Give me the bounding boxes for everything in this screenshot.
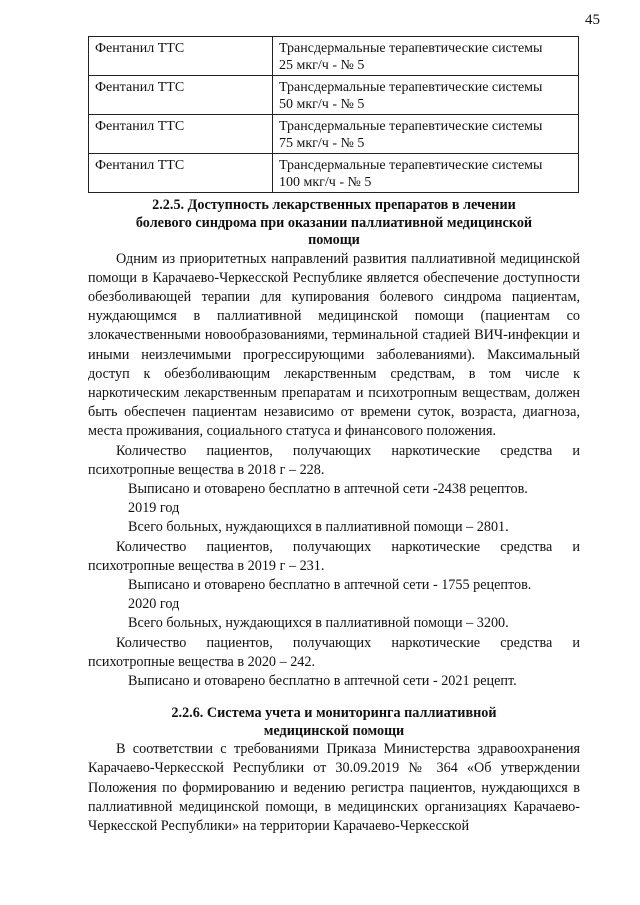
heading-line: медицинской помощи: [263, 722, 405, 739]
table-row: [89, 37, 579, 76]
year-2020-label: 2020 год: [128, 596, 180, 613]
page-number: 45: [585, 12, 600, 28]
stats-2020-prescriptions: Выписано и отоварено бесплатно в аптечной сети - 2021 рецепт.: [128, 672, 517, 689]
heading-line: 2.2.6. Система учета и мониторинга паллиативной: [171, 705, 497, 722]
heading-line: помощи: [308, 232, 360, 248]
stats-2020-total: Всего больных, нуждающихся в паллиативной помощи – 3200.: [128, 615, 509, 632]
dosage-line: 100 мкг/ч - № 5: [279, 175, 372, 190]
stats-2019-total: Всего больных, нуждающихся в паллиативной помощи – 2801.: [128, 519, 509, 536]
table-row: [89, 76, 579, 115]
section-heading-2-2-6: [88, 705, 580, 740]
drug-table: [88, 36, 579, 193]
heading-line: болевого синдрома при оказании паллиативной медицинской: [135, 214, 533, 231]
drug-name-cell: Фентанил ТТС: [89, 115, 273, 154]
dosage-line: 25 мкг/ч - № 5: [279, 58, 365, 73]
main-content: [88, 197, 580, 836]
year-2019-label: 2019 год: [128, 500, 180, 517]
drug-name-cell: Фентанил ТТС: [89, 37, 273, 76]
description-line: Трансдермальные терапевтические системы: [279, 41, 543, 56]
stats-2018-prescriptions: Выписано и отоварено бесплатно в аптечной сети -2438 рецептов.: [128, 480, 528, 497]
description-line: Трансдермальные терапевтические системы: [279, 119, 543, 134]
drug-name-cell: Фентанил ТТС: [89, 154, 273, 193]
body-paragraph: Одним из приоритетных направлений развития паллиативной медицинской помощи в Карачаево-Черкесской Республике является обеспечение доступности обезболивающей терапии для купирования болевого синдрома пациентам, нуждающимся в паллиативной медицинской помощи (пациентам со злокачественными новообразованиями, терминальной стадией ВИЧ-инфекции и иными неизлечимыми прогрессирующими заболеваниями). Максимальный доступ к обезболивающим лекарственным средствам, в том числе к наркотическим лекарственным препаратам и психотропным веществам, должен быть обеспечен пациентам независимо от времени суток, возраста, диагноза, места проживания, социального статуса и финансового положения.: [88, 250, 580, 440]
drug-description-cell: [273, 115, 579, 154]
body-paragraph: В соответствии с требованиями Приказа Министерства здравоохранения Карачаево-Черкесской Республики от 30.09.2019 № 364 «Об утверждении Положения по формированию и ведению регистра пациентов, нуждающихся в паллиативной медицинской помощи, в медицинских организациях Карачаево-Черкесской Республики» на территории Карачаево-Черкесской: [88, 741, 580, 834]
drug-description-cell: [273, 37, 579, 76]
table-row: [89, 154, 579, 193]
description-line: Трансдермальные терапевтические системы: [279, 158, 543, 173]
drug-name-cell: Фентанил ТТС: [89, 76, 273, 115]
table-row: [89, 115, 579, 154]
description-line: Трансдермальные терапевтические системы: [279, 80, 543, 95]
heading-line: 2.2.5. Доступность лекарственных препаратов в лечении: [152, 197, 516, 213]
drug-description-cell: [273, 76, 579, 115]
drug-description-cell: [273, 154, 579, 193]
section-heading-2-2-5: [88, 197, 580, 250]
stats-2020-patients: Количество пациентов, получающих наркотические средства и психотропные вещества в 2020 – 242.: [88, 634, 580, 670]
stats-2019-prescriptions: Выписано и отоварено бесплатно в аптечной сети - 1755 рецептов.: [128, 576, 532, 593]
stats-2018-patients: Количество пациентов, получающих наркотические средства и психотропные вещества в 2018 г – 228.: [88, 442, 580, 478]
dosage-line: 75 мкг/ч - № 5: [279, 136, 365, 151]
dosage-line: 50 мкг/ч - № 5: [279, 97, 365, 112]
stats-2019-patients: Количество пациентов, получающих наркотические средства и психотропные вещества в 2019 г – 231.: [88, 538, 580, 574]
